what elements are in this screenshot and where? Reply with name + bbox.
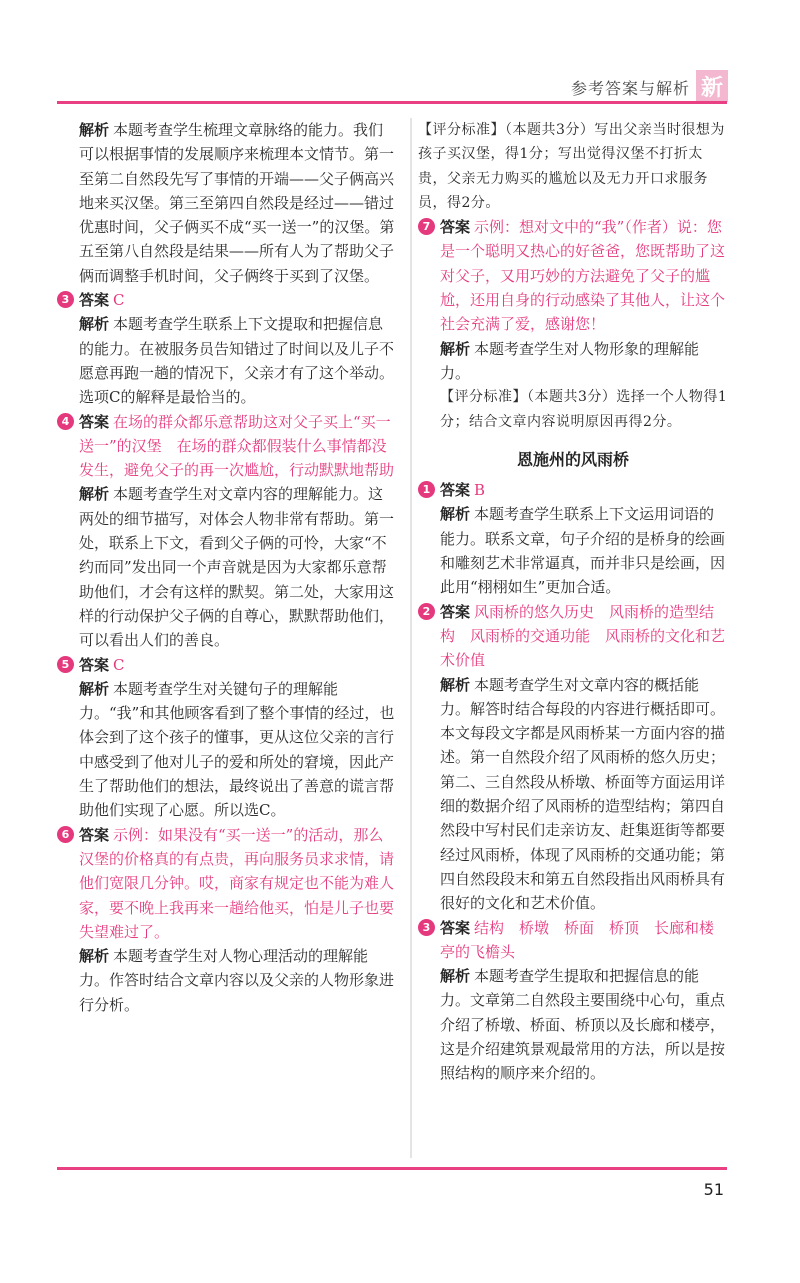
answer-label: 答案: [79, 825, 110, 844]
question-5: [57, 653, 395, 823]
scoring-standard: 【评分标准】（本题共3分）选择一个人物得1分；结合文章内容说明原因再得2分。: [440, 389, 728, 430]
analysis-text: 本题考查学生梳理文章脉络的能力。我们可以根据事情的发展顺序来梳理本文情节。第一至第二自然段先写了事情的开端——父子俩高兴地来买汉堡。第三至第四自然段是经过——错过优惠时间，父子俩买不成“买一送一”的汉堡。第五至第八自然段是结果——所有人为了帮助父子俩而调整手机时间，父子俩终于买到了汉堡。: [79, 121, 395, 285]
answer-text: C: [113, 655, 125, 674]
left-column: [57, 118, 395, 1017]
question-3: [57, 288, 395, 409]
answer-text: 示例：想对文中的“我”（作者）说：您是一个聪明又热心的好爸爸，您既帮助了这对父子，又用巧妙的方法避免了父子的尴尬，还用自身的行动感染了其他人，让这个社会充满了爱，感谢您！: [440, 218, 726, 334]
answer-text: C: [113, 291, 125, 310]
answer-text: B: [474, 481, 486, 500]
answer-label: 答案: [440, 218, 471, 237]
scoring-standard: 【评分标准】（本题共3分）写出父亲当时很想为孩子买汉堡，得1分；写出觉得汉堡不打折太贵，父亲无力购买的尴尬以及无力开口求服务员，得2分。: [418, 122, 725, 211]
analysis-label: 解析: [440, 675, 471, 694]
analysis-label: 解析: [79, 947, 110, 966]
answer-label: 答案: [440, 481, 471, 500]
right-column: [418, 118, 728, 1086]
question-number-badge: 2: [418, 603, 435, 620]
running-title: 参考答案与解析: [570, 79, 690, 98]
section-title: 恩施州的风雨桥: [516, 449, 629, 469]
analysis-label: 解析: [440, 505, 471, 524]
analysis-label: 解析: [79, 679, 110, 698]
answer-text: 示例：如果没有“买一送一”的活动，那么汉堡的价格真的有点贵，再向服务员求求情，请他们宽限几分钟。哎，商家有规定也不能为难人家，要不晚上我再来一趟给他买，怕是儿子也要失望难过了。: [79, 825, 395, 941]
analysis-text: 本题考查学生对关键句子的理解能力。“我”和其他顾客看到了整个事情的经过，也体会到了这个孩子的懂事，更从这位父亲的言行中感受到了他对儿子的爱和所处的窘境，因此产生了帮助他们的想法，最终说出了善意的谎言帮助他们实现了心愿。所以选C。: [79, 679, 395, 820]
answer-label: 答案: [440, 602, 471, 621]
analysis-label: 解析: [440, 967, 471, 986]
answer-label: 答案: [440, 918, 471, 937]
analysis-text: 本题考查学生对文章内容的概括能力。解答时结合每段的内容进行概括即可。本文每段文字都是风雨桥某一方面内容的描述。第一自然段介绍了风雨桥的悠久历史；第二、三自然段从桥墩、桥面等方面运用详细的数据介绍了风雨桥的造型结构；第四自然段中写村民们走亲访友、赶集逛街等都要经过风雨桥，体现了风雨桥的交通功能；第四自然段段末和第五自然段指出风雨桥具有很好的文化和艺术价值。: [440, 675, 726, 913]
answer-text: 在场的群众都乐意帮助这对父子买上“买一送一”的汉堡 在场的群众都假装什么事情都没发生，避免父子的再一次尴尬，行动默默地帮助: [79, 412, 395, 480]
analysis-text: 本题考查学生联系上下文运用词语的能力。联系文章，句子介绍的是桥身的绘画和雕刻艺术非常逼真，而并非只是绘画，因此用“栩栩如生”更加合适。: [440, 505, 726, 597]
header-rule: [57, 101, 727, 104]
question-number-badge: 1: [418, 481, 435, 498]
answer-text: 风雨桥的悠久历史 风雨桥的造型结构 风雨桥的交通功能 风雨桥的文化和艺术价值: [440, 602, 726, 670]
analysis-text: 本题考查学生联系上下文提取和把握信息的能力。在被服务员告知错过了时间以及儿子不愿意再跑一趟的情况下，父亲才有了这个举动。选项C的解释是最恰当的。: [79, 315, 395, 407]
series-logo: 新: [696, 70, 728, 102]
section-question-3: [418, 916, 728, 1086]
question-6: [57, 823, 395, 1017]
analysis-text: 本题考查学生提取和把握信息的能力。文章第二自然段主要围绕中心句，重点介绍了桥墩、桥面、桥顶以及长廊和楼亭，这是介绍建筑景观最常用的方法，所以是按照结构的顺序来介绍的。: [440, 967, 726, 1083]
answer-text: 结构 桥墩 桥面 桥顶 长廊和楼亭的飞檐头: [440, 918, 715, 961]
section-question-2: [418, 600, 728, 916]
column-divider: [410, 118, 412, 1158]
analysis-text: 本题考查学生对人物心理活动的理解能力。作答时结合文章内容以及父亲的人物形象进行分析。: [79, 947, 395, 1014]
page-header: [0, 0, 800, 110]
question-number-badge: 4: [57, 413, 74, 430]
question-number-badge: 3: [418, 919, 435, 936]
answer-label: 答案: [79, 655, 110, 674]
answer-label: 答案: [79, 412, 110, 431]
answer-label: 答案: [79, 291, 110, 310]
question-number-badge: 6: [57, 826, 74, 843]
analysis-text: 本题考查学生对人物形象的理解能力。: [440, 339, 700, 382]
analysis-label: 解析: [79, 121, 110, 139]
footer-rule: [57, 1167, 727, 1170]
question-4: [57, 410, 395, 653]
question-number-badge: 3: [57, 291, 74, 308]
analysis-label: 解析: [440, 339, 471, 358]
question-number-badge: 5: [57, 656, 74, 673]
page-number: 51: [703, 1180, 724, 1199]
analysis-text: 本题考查学生对文章内容的理解能力。这两处的细节描写，对体会人物非常有帮助。第一处，联系上下文，看到父子俩的可怜，大家“不约而同”发出同一个声音就是因为大家都乐意帮助他们，才会有这样的默契。第二处，大家用这样的行动保护父子俩的自尊心，默默帮助他们，可以看出人们的善良。: [79, 485, 395, 650]
question-7: [418, 215, 728, 434]
analysis-label: 解析: [79, 315, 110, 334]
section-question-1: [418, 478, 728, 599]
analysis-label: 解析: [79, 485, 110, 504]
question-number-badge: 7: [418, 218, 435, 235]
intro-analysis: [79, 118, 395, 288]
